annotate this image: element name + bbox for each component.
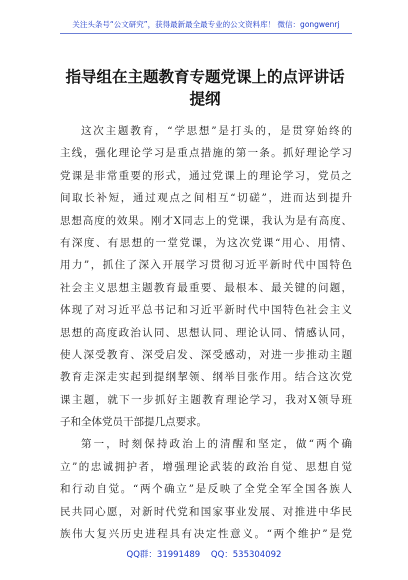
text-line: 课主题，就下一步抓好主题教育理论学习，我对X领导班 bbox=[60, 393, 352, 406]
text-line: 党课是非常重要的形式，通过党课上的理论学习，党员之 bbox=[60, 169, 352, 182]
text-line: 第一，时刻保持政治上的清醒和坚定，做“两个确 bbox=[81, 438, 352, 451]
text-line: 体现了对习近平总书记和习近平新时代中国特色社会主义 bbox=[60, 304, 352, 317]
footer-contact bbox=[0, 548, 408, 560]
text-line: 族伟大复兴历史进程具有决定性意义。“两个维护”是党 bbox=[60, 528, 352, 541]
paragraph-2 bbox=[60, 433, 352, 545]
text-line: 这次主题教育，“学思想”是打头的，是贯穿始终的 bbox=[81, 125, 352, 137]
footer-qq-group: QQ群：31991489 bbox=[126, 550, 201, 560]
text-line: 有深度、有思想的一堂党课，为这次党课“用心、用情、 bbox=[60, 236, 352, 249]
title-line-2: 提纲 bbox=[189, 90, 221, 108]
paragraph-1 bbox=[60, 120, 352, 433]
text-line: 民共同心愿，对新时代党和国家事业发展、对推进中华民 bbox=[60, 505, 352, 518]
page-title bbox=[40, 66, 370, 110]
header-divider bbox=[60, 33, 352, 34]
text-line: 子和全体党员干部提几点要求。 bbox=[60, 416, 207, 429]
text-line: 用力”，抓住了深入开展学习贯彻习近平新时代中国特色 bbox=[60, 259, 352, 272]
header-banner: 关注头条号“公文研究”，获得最新最全最专业的公文资料库！ 微信：gongwenrj bbox=[72, 20, 340, 29]
text-line: 使人深受教育、深受启发、深受感动，对进一步推动主题 bbox=[60, 348, 352, 361]
text-line: 思想的高度政治认同、思想认同、理论认同、情感认同， bbox=[60, 326, 352, 339]
title-line-1: 指导组在主题教育专题党课上的点评讲话 bbox=[65, 68, 345, 86]
text-line: 间取长补短，通过观点之间相互“切磋”，进而达到提升 bbox=[60, 192, 352, 205]
text-line: 和行动自觉。“两个确立”是反映了全党全军全国各族人 bbox=[60, 483, 352, 496]
text-line: 立”的忠诚拥护者，增强理论武装的政治自觉、思想自觉 bbox=[60, 460, 352, 473]
text-line: 主线，强化理论学习是重点措施的第一条。抓好理论学习 bbox=[60, 147, 352, 160]
text-line: 思想高度的效果。刚才X同志上的党课，我认为是有高度、 bbox=[60, 214, 352, 227]
text-line: 社会主义思想主题教育最重要、最根本、最关键的问题， bbox=[60, 281, 352, 294]
document-body bbox=[60, 120, 352, 545]
footer-qq: QQ：535304092 bbox=[210, 550, 282, 560]
text-line: 教育走深走实起到提纲挈领、纲举目张作用。结合这次党 bbox=[60, 371, 352, 384]
